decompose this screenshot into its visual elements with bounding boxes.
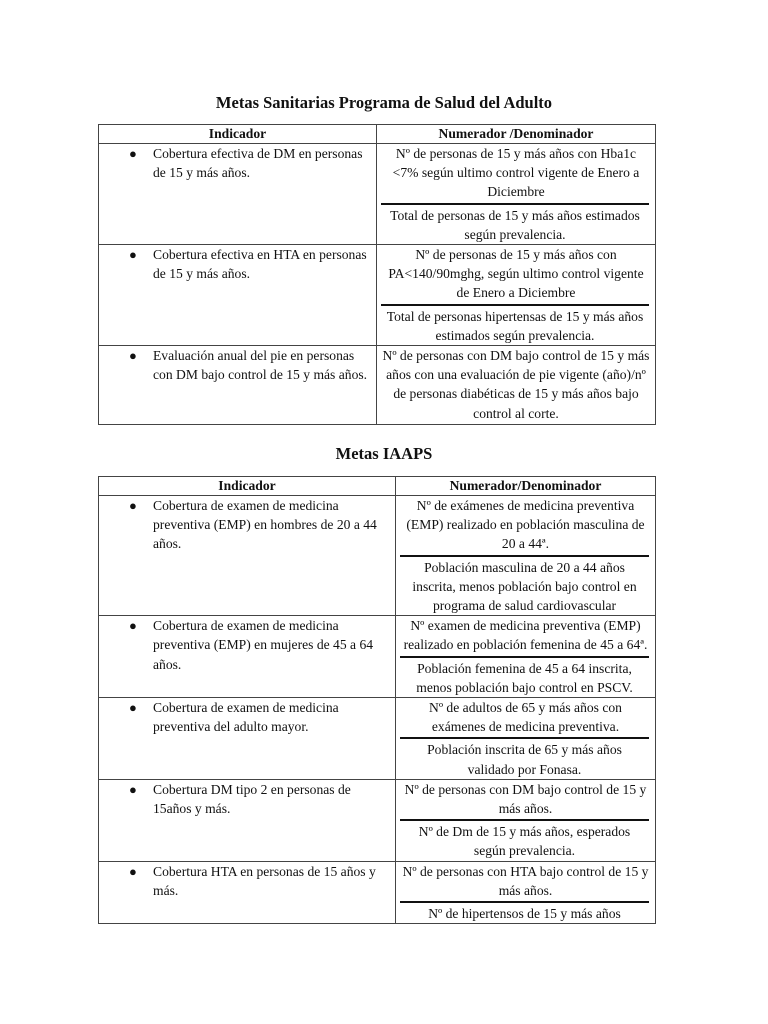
header-indicador: Indicador (99, 477, 396, 496)
indicator-text: Cobertura efectiva de DM en personas de 15 y más años. (153, 146, 363, 181)
table-row (99, 861, 656, 924)
table-row (99, 144, 656, 245)
bullet-icon: ● (129, 146, 137, 161)
table-row (99, 346, 656, 425)
indicator-text: Cobertura de examen de medicina preventiva (EMP) en mujeres de 45 a 64 años. (153, 618, 374, 672)
indicator-text: Evaluación anual del pie en personas con DM bajo control de 15 y más años. (153, 348, 368, 383)
denominator-text: Población masculina de 20 a 44 años inscrita, menos población bajo control en programa de salud cardiovascular (400, 555, 649, 616)
indicator-text: Cobertura de examen de medicina preventiva (EMP) en hombres de 20 a 44 años. (153, 498, 377, 552)
num-den-cell (396, 698, 656, 780)
table-row (99, 496, 656, 616)
num-den-cell (396, 861, 656, 924)
bullet-icon: ● (129, 498, 137, 513)
bullet-icon: ● (129, 863, 137, 879)
numerator-text: Nº de personas de 15 y más años con PA<140/90mghg, según ultimo control vigente de Enero a Diciembre (388, 247, 644, 301)
indicator-cell (99, 144, 377, 245)
bullet-icon: ● (129, 618, 137, 634)
table-row (99, 245, 656, 346)
indicator-text: Cobertura efectiva en HTA en personas de 15 y más años. (153, 247, 367, 282)
bullet-icon: ● (129, 781, 137, 797)
metas-iaaps-table (98, 476, 656, 924)
num-den-cell (396, 496, 656, 616)
indicator-cell (99, 861, 396, 924)
header-numerador-denominador: Numerador/Denominador (396, 477, 656, 496)
denominator-text: Nº de Dm de 15 y más años, esperados según prevalencia. (400, 819, 649, 860)
header-indicador: Indicador (99, 125, 377, 144)
indicator-text: Cobertura de examen de medicina preventiva del adulto mayor. (153, 700, 339, 735)
denominator-text: Población femenina de 45 a 64 inscrita, menos población bajo control en PSCV. (400, 656, 649, 697)
num-den-cell (377, 346, 656, 425)
numerator-text: Nº de personas de 15 y más años con Hba1c <7% según ultimo control vigente de Enero a Diciembre (392, 146, 640, 200)
bullet-icon: ● (129, 247, 137, 263)
indicator-cell (99, 496, 396, 616)
header-numerador-denominador: Numerador /Denominador (377, 125, 656, 144)
table-row (99, 779, 656, 861)
denominator-text: Nº de hipertensos de 15 y más años (400, 901, 649, 923)
indicator-cell (99, 346, 377, 425)
numerator-text: Nº examen de medicina preventiva (EMP) realizado en población femenina de 45 a 64ª. (403, 618, 648, 653)
denominator-text: Población inscrita de 65 y más años validado por Fonasa. (400, 737, 649, 778)
num-den-cell (396, 779, 656, 861)
num-den-cell (396, 616, 656, 698)
section1-title: Metas Sanitarias Programa de Salud del Adulto (215, 93, 553, 112)
indicator-cell (99, 616, 396, 698)
denominator-text: Total de personas de 15 y más años estimados según prevalencia. (381, 203, 649, 244)
indicator-text: Cobertura DM tipo 2 en personas de 15años y más. (153, 781, 351, 817)
metas-sanitarias-table (98, 124, 656, 425)
numerator-text: Nº de personas con HTA bajo control de 15 y más años. (402, 863, 649, 898)
indicator-cell (99, 245, 377, 346)
table-row (99, 698, 656, 780)
bullet-icon: ● (129, 700, 137, 716)
numerator-text: Nº de personas con DM bajo control de 15 y más años con una evaluación de pie vigente (año)/nº de personas diabéticas de 15 y más años bajo control al corte. (382, 348, 650, 421)
indicator-cell (99, 779, 396, 861)
indicator-text: Cobertura HTA en personas de 15 años y más. (153, 863, 376, 898)
num-den-cell (377, 144, 656, 245)
num-den-cell (377, 245, 656, 346)
denominator-text: Total de personas hipertensas de 15 y más años estimados según prevalencia. (381, 304, 649, 345)
section2-title: Metas IAAPS (335, 444, 433, 463)
table-row (99, 616, 656, 698)
indicator-cell (99, 698, 396, 780)
numerator-text: Nº de exámenes de medicina preventiva (EMP) realizado en población masculina de 20 a 44ª. (406, 498, 645, 552)
bullet-icon: ● (129, 348, 137, 364)
numerator-text: Nº de personas con DM bajo control de 15 y más años. (404, 781, 647, 817)
numerator-text: Nº de adultos de 65 y más años con exámenes de medicina preventiva. (429, 700, 622, 735)
